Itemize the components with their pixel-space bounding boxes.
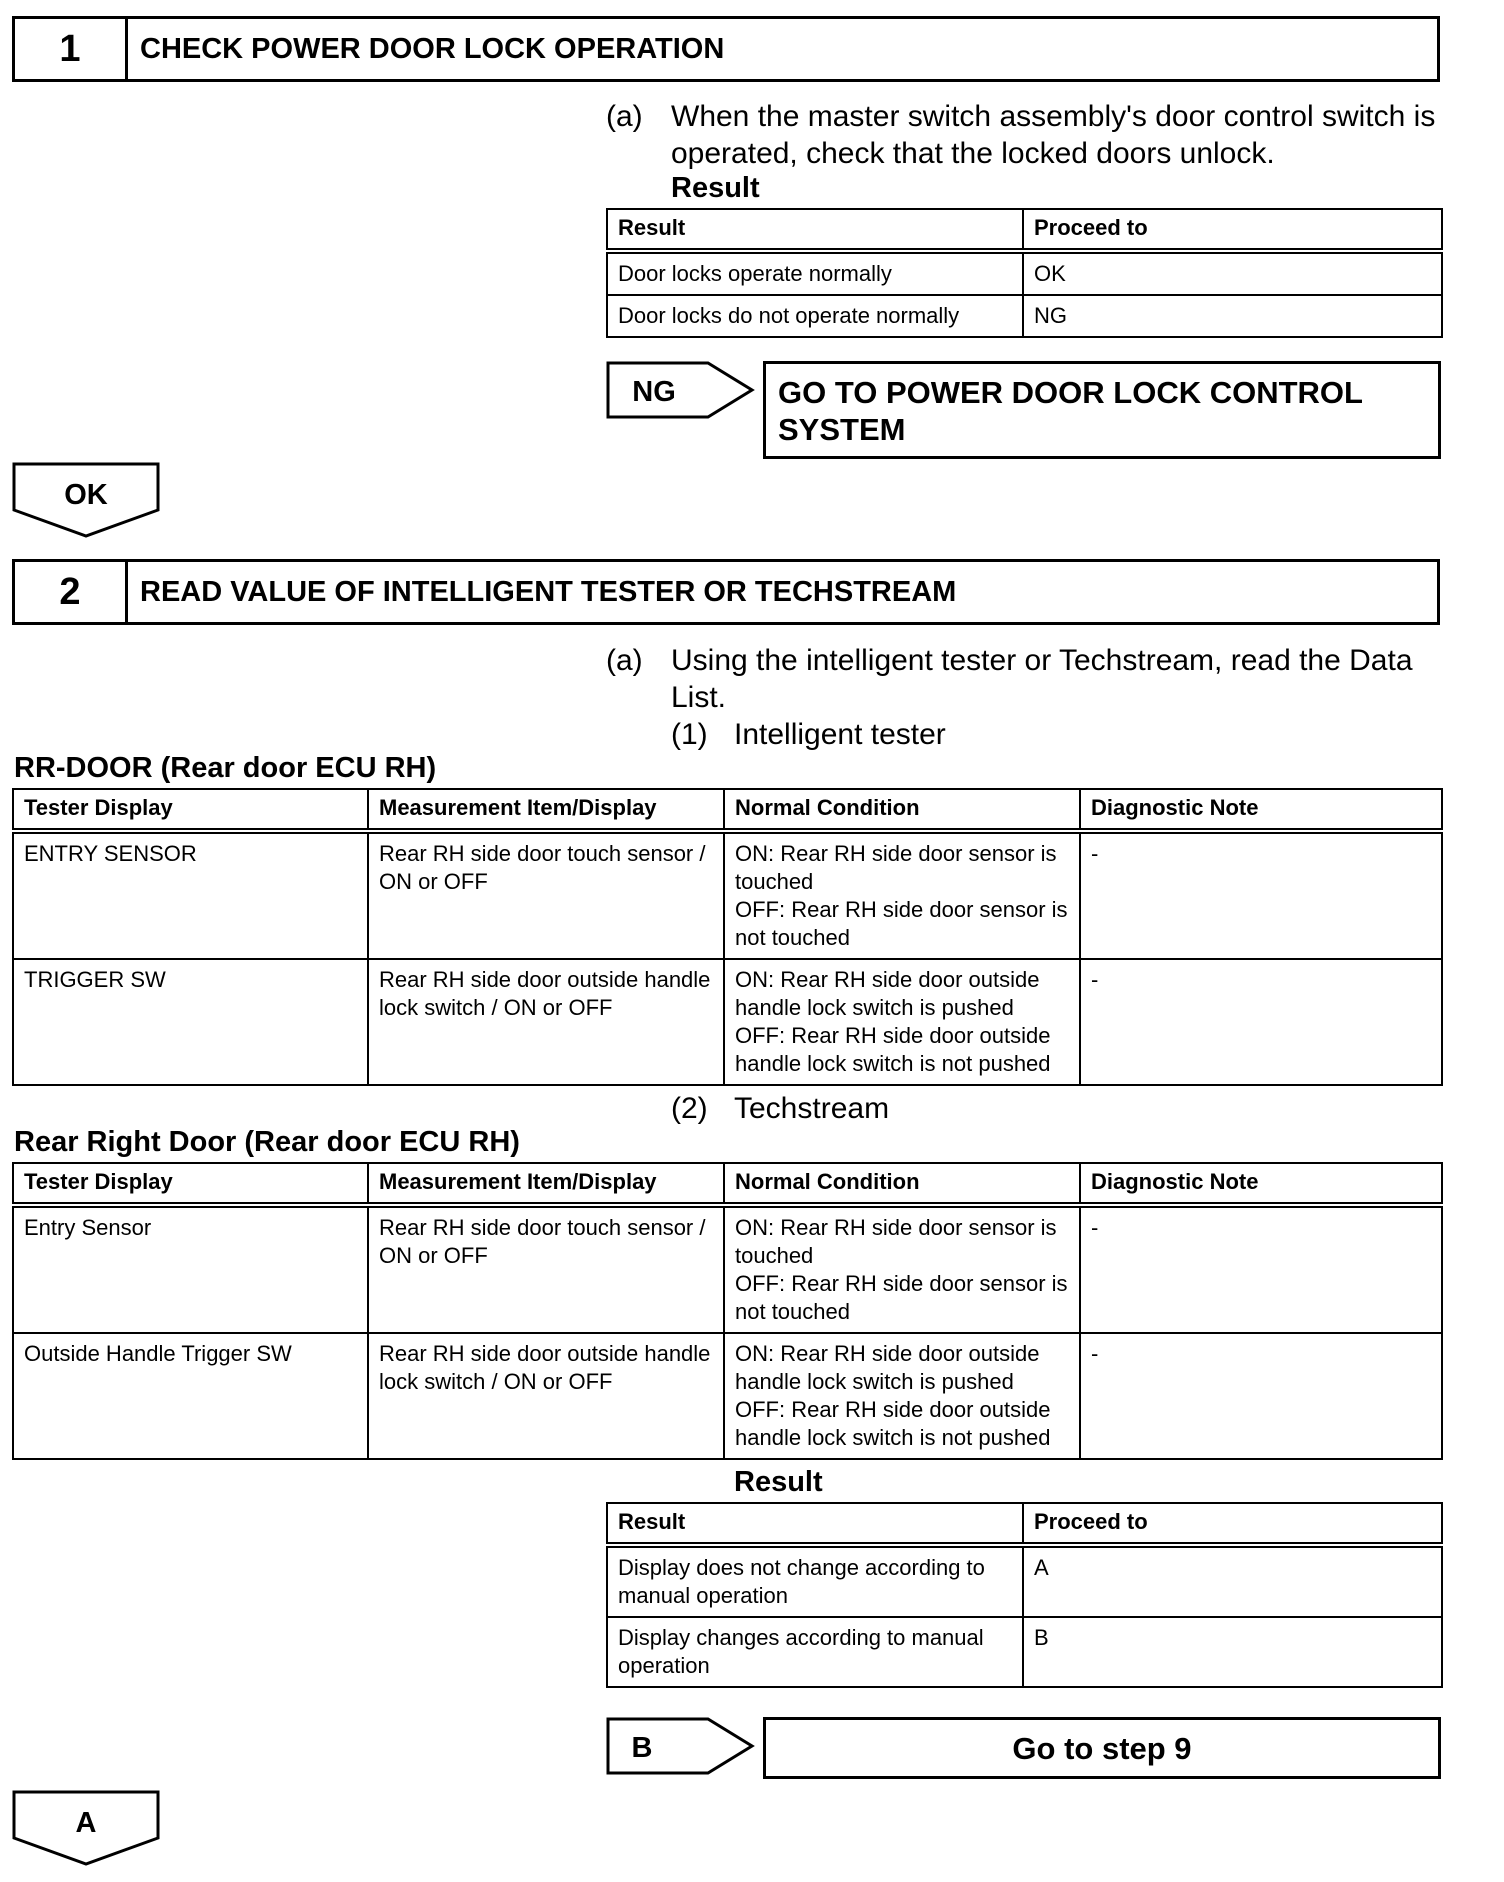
step-2-result-label: Result (734, 1466, 823, 1498)
proceed-cell: A (1023, 1545, 1442, 1617)
step-2-header (12, 559, 1440, 625)
table-2-title: Rear Right Door (Rear door ECU RH) (14, 1126, 520, 1158)
result-cell: Door locks do not operate normally (607, 295, 1023, 337)
b-destination-box (763, 1717, 1441, 1779)
b-label: B (631, 1732, 653, 1764)
header-proceed-to: Proceed to (1023, 1503, 1442, 1545)
header-result: Result (607, 209, 1023, 251)
tester-display-cell: TRIGGER SW (13, 959, 368, 1085)
step-1-instruction-marker: (a) (606, 100, 643, 133)
step-1-result-table (606, 208, 1443, 338)
b-destination-text: Go to step 9 (1012, 1730, 1192, 1766)
proceed-cell: OK (1023, 251, 1442, 295)
header-measurement-item: Measurement Item/Display (368, 789, 724, 831)
table-row (607, 251, 1442, 295)
header-result: Result (607, 1503, 1023, 1545)
sub-2-text: Techstream (734, 1092, 890, 1125)
step-2-title: READ VALUE OF INTELLIGENT TESTER OR TECHSTREAM (140, 575, 957, 608)
step-2-instruction: Using the intelligent tester or Techstream, read the Data List. (671, 644, 1413, 714)
header-diagnostic-note: Diagnostic Note (1080, 789, 1442, 831)
table-row (607, 295, 1442, 337)
step-1-number: 1 (15, 19, 128, 79)
normal-condition-cell: ON: Rear RH side door outside handle lock switch is pushed OFF: Rear RH side door outside handle lock switch is not pushed (724, 959, 1080, 1085)
normal-condition-cell: ON: Rear RH side door sensor is touched OFF: Rear RH side door sensor is not touched (724, 831, 1080, 959)
result-cell: Display changes according to manual operation (607, 1617, 1023, 1687)
diagnostic-note-cell: - (1080, 959, 1442, 1085)
sub-1-text: Intelligent tester (734, 718, 946, 751)
ng-destination-box (763, 361, 1441, 459)
data-list-table-techstream (12, 1162, 1443, 1460)
measurement-cell: Rear RH side door outside handle lock switch / ON or OFF (368, 959, 724, 1085)
diagnostic-note-cell: - (1080, 1205, 1442, 1333)
header-proceed-to: Proceed to (1023, 209, 1442, 251)
step-1-header (12, 16, 1440, 82)
header-measurement-item: Measurement Item/Display (368, 1163, 724, 1205)
sub-2-marker: (2) (671, 1092, 708, 1125)
step-1-title: CHECK POWER DOOR LOCK OPERATION (140, 32, 725, 65)
tester-display-cell: ENTRY SENSOR (13, 831, 368, 959)
measurement-cell: Rear RH side door touch sensor / ON or OFF (368, 1205, 724, 1333)
table-1-title: RR-DOOR (Rear door ECU RH) (14, 752, 437, 784)
table-row (13, 959, 1442, 1085)
ng-label: NG (632, 376, 676, 408)
step-2-number: 2 (15, 562, 128, 622)
step-1-instruction: When the master switch assembly's door control switch is operated, check that the locked doors unlock. (671, 100, 1436, 170)
b-arrow-tag (606, 1717, 756, 1775)
normal-condition-cell: ON: Rear RH side door sensor is touched OFF: Rear RH side door sensor is not touched (724, 1205, 1080, 1333)
step-2-result-table (606, 1502, 1443, 1688)
measurement-cell: Rear RH side door outside handle lock switch / ON or OFF (368, 1333, 724, 1459)
header-tester-display: Tester Display (13, 789, 368, 831)
sub-1-marker: (1) (671, 718, 708, 751)
header-diagnostic-note: Diagnostic Note (1080, 1163, 1442, 1205)
ng-destination-text: GO TO POWER DOOR LOCK CONTROL SYSTEM (778, 375, 1363, 447)
ok-down-tag (12, 462, 160, 538)
proceed-cell: NG (1023, 295, 1442, 337)
table-row (607, 1545, 1442, 1617)
ok-label: OK (64, 479, 108, 511)
data-list-table-intelligent (12, 788, 1443, 1086)
tester-display-cell: Entry Sensor (13, 1205, 368, 1333)
ng-arrow-tag (606, 361, 756, 419)
step-1-result-label: Result (671, 172, 760, 204)
proceed-cell: B (1023, 1617, 1442, 1687)
measurement-cell: Rear RH side door touch sensor / ON or OFF (368, 831, 724, 959)
diagnostic-note-cell: - (1080, 831, 1442, 959)
normal-condition-cell: ON: Rear RH side door outside handle lock switch is pushed OFF: Rear RH side door outside handle lock switch is not pushed (724, 1333, 1080, 1459)
a-label: A (75, 1807, 97, 1839)
result-cell: Door locks operate normally (607, 251, 1023, 295)
table-row (607, 1617, 1442, 1687)
header-tester-display: Tester Display (13, 1163, 368, 1205)
diagnostic-note-cell: - (1080, 1333, 1442, 1459)
table-row (13, 831, 1442, 959)
header-normal-condition: Normal Condition (724, 789, 1080, 831)
step-2-instruction-marker: (a) (606, 644, 643, 677)
a-down-tag (12, 1790, 160, 1866)
header-normal-condition: Normal Condition (724, 1163, 1080, 1205)
table-row (13, 1333, 1442, 1459)
table-row (13, 1205, 1442, 1333)
tester-display-cell: Outside Handle Trigger SW (13, 1333, 368, 1459)
result-cell: Display does not change according to manual operation (607, 1545, 1023, 1617)
